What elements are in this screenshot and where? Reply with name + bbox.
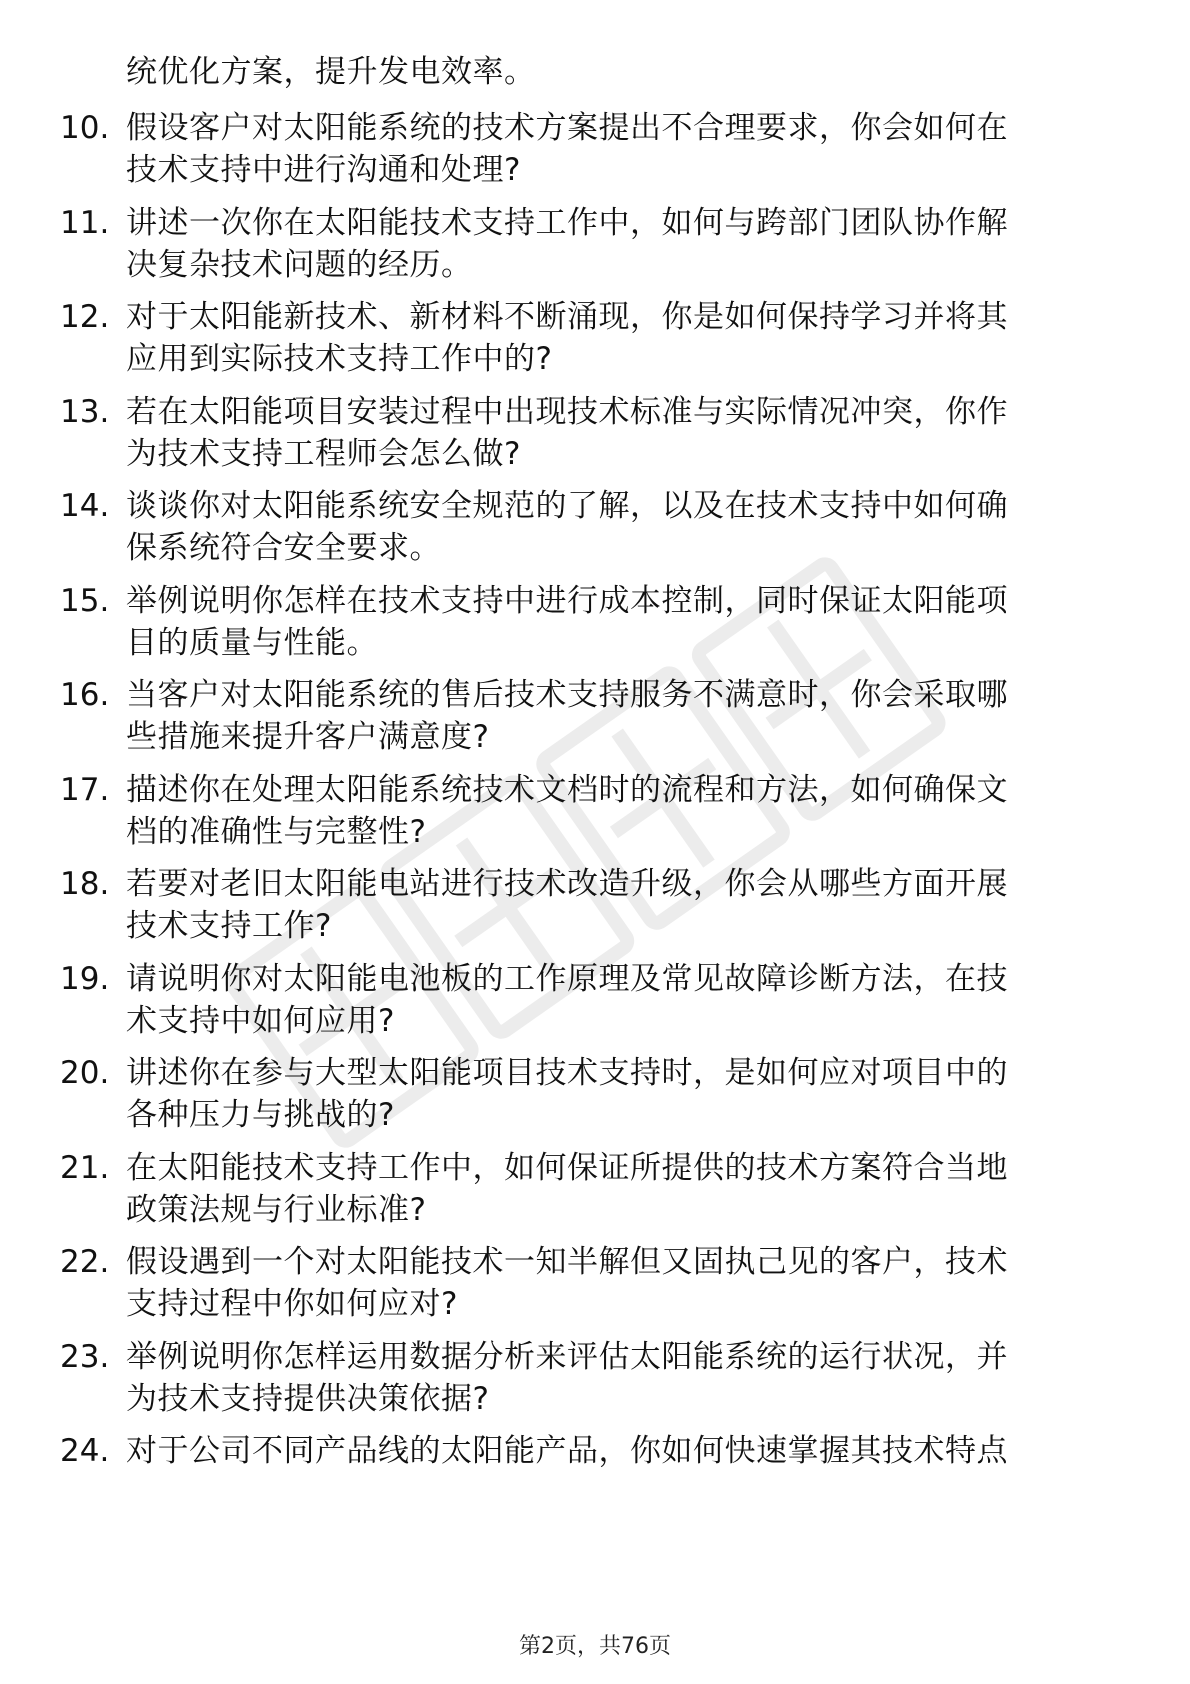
question-text-line: 举例说明你怎样运用数据分析来评估太阳能系统的运行状况，并 [126, 1338, 1008, 1375]
question-text-line: 对于太阳能新技术、新材料不断涌现，你是如何保持学习并将其 [126, 299, 1008, 335]
question-text-line: 技术支持中进行沟通和处理? [126, 152, 521, 188]
question-text-line: 若要对老旧太阳能电站进行技术改造升级，你会从哪些方面开展 [126, 866, 1008, 902]
question-text-line: 在太阳能技术支持工作中，如何保证所提供的技术方案符合当地 [126, 1149, 1008, 1186]
question-number: 15. [60, 582, 110, 619]
question-number: 12. [60, 299, 110, 335]
question-text-line: 技术支持工作? [126, 908, 332, 944]
question-text-line: 当客户对太阳能系统的售后技术支持服务不满意时，你会采取哪 [126, 677, 1008, 713]
question-text-line: 假设遇到一个对太阳能技术一知半解但又固执己见的客户，技术 [126, 1244, 1008, 1280]
question-number: 21. [60, 1149, 110, 1186]
question-text-line: 保系统符合安全要求。 [126, 530, 441, 566]
question-number: 19. [60, 960, 110, 997]
question-text-line: 术支持中如何应用? [126, 1002, 395, 1039]
question-text-line: 政策法规与行业标准? [126, 1191, 427, 1228]
question-number: 14. [60, 488, 110, 524]
question-number: 24. [60, 1433, 110, 1469]
question-number: 17. [60, 771, 110, 808]
question-text-line: 描述你在处理太阳能系统技术文档时的流程和方法，如何确保文 [126, 771, 1008, 808]
question-text-line: 对于公司不同产品线的太阳能产品，你如何快速掌握其技术特点 [126, 1433, 1008, 1469]
question-number: 13. [60, 393, 110, 430]
continuation-text: 统优化方案，提升发电效率。 [126, 54, 536, 90]
question-text-line: 假设客户对太阳能系统的技术方案提出不合理要求，你会如何在 [126, 110, 1008, 146]
question-text-line: 应用到实际技术支持工作中的? [126, 341, 553, 377]
question-text-line: 支持过程中你如何应对? [126, 1286, 458, 1322]
question-text-line: 为技术支持工程师会怎么做? [126, 435, 521, 472]
question-text-line: 为技术支持提供决策依据? [126, 1380, 490, 1417]
question-number: 23. [60, 1338, 110, 1375]
question-text-line: 档的准确性与完整性? [126, 813, 427, 850]
question-number: 11. [60, 204, 110, 241]
question-text-line: 举例说明你怎样在技术支持中进行成本控制，同时保证太阳能项 [126, 582, 1008, 619]
question-text-line: 请说明你对太阳能电池板的工作原理及常见故障诊断方法，在技 [126, 960, 1008, 997]
page-footer: 第2页，共76页 [519, 1634, 671, 1659]
question-text-line: 决复杂技术问题的经历。 [126, 246, 473, 283]
question-number: 18. [60, 866, 110, 902]
question-text-line: 讲述你在参与大型太阳能项目技术支持时，是如何应对项目中的 [126, 1055, 1008, 1091]
question-text-line: 各种压力与挑战的? [126, 1097, 395, 1133]
question-text-line: 谈谈你对太阳能系统安全规范的了解，以及在技术支持中如何确 [126, 488, 1008, 524]
question-number: 20. [60, 1055, 110, 1091]
question-text-line: 些措施来提升客户满意度? [126, 719, 490, 755]
question-text-line: 目的质量与性能。 [126, 624, 378, 661]
question-text-line: 讲述一次你在太阳能技术支持工作中，如何与跨部门团队协作解 [126, 204, 1008, 241]
question-number: 16. [60, 677, 110, 713]
question-text-line: 若在太阳能项目安装过程中出现技术标准与实际情况冲突，你作 [126, 393, 1008, 430]
question-number: 10. [60, 110, 110, 146]
question-number: 22. [60, 1244, 110, 1280]
